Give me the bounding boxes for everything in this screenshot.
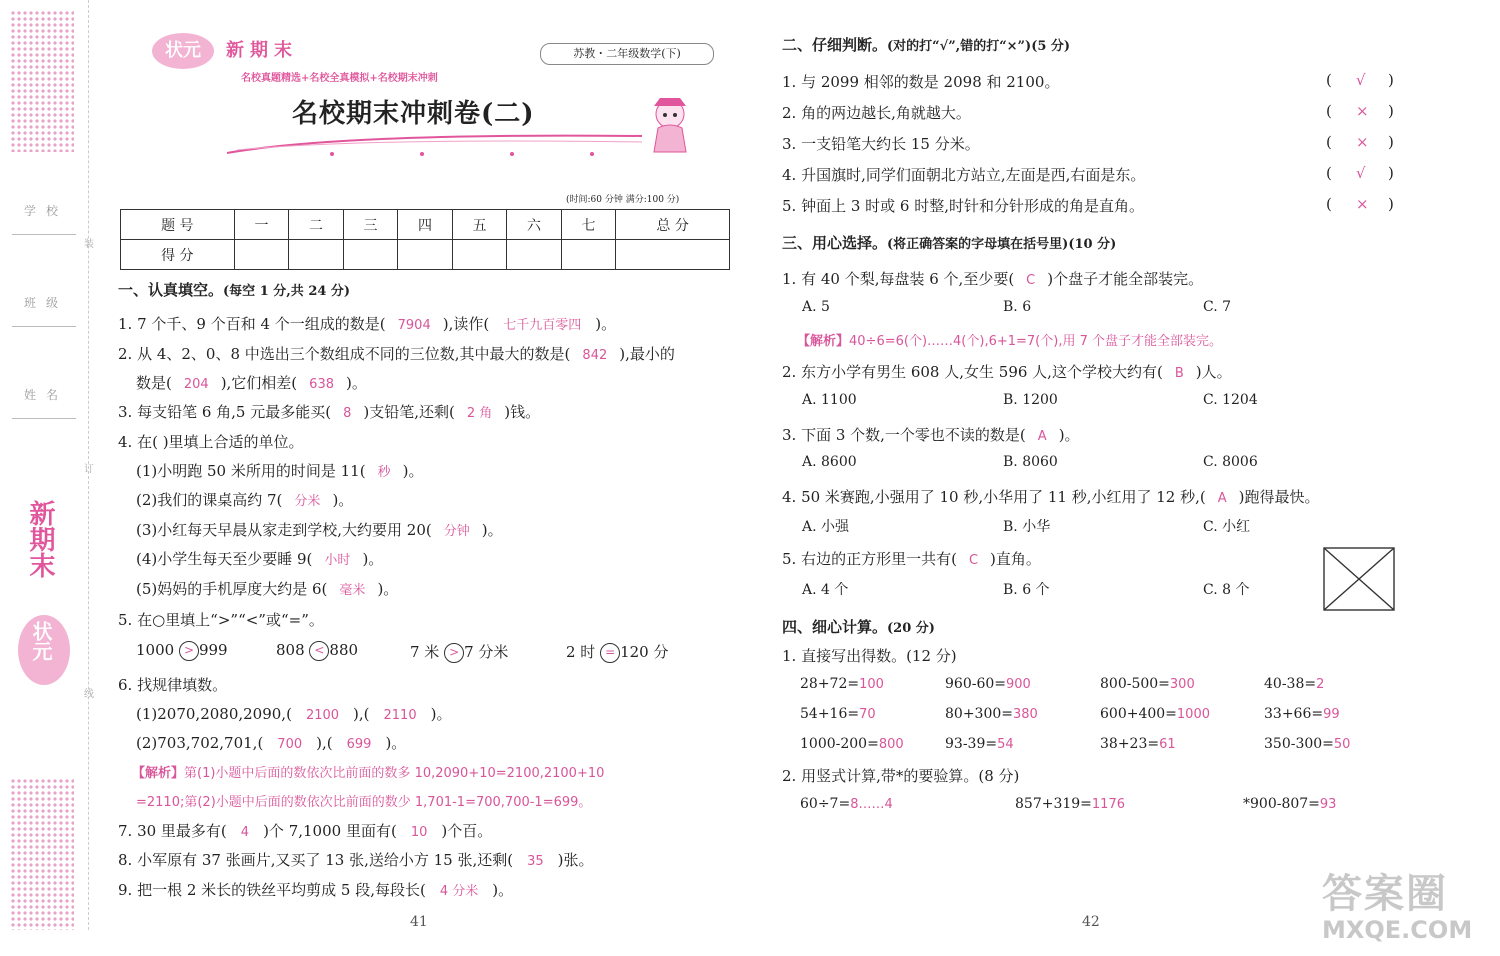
q-text: 8. 小军原有 37 张画片,又买了 13 张,送给小方 15 张,还剩( (118, 851, 514, 869)
q-text: ),读作( (442, 315, 490, 333)
expr: 33+66= (1264, 706, 1324, 722)
q-text: 2 时 (566, 643, 596, 661)
table-cell: 总 分 (616, 210, 730, 240)
score-input-cell[interactable] (289, 240, 344, 270)
choice-option: C. 7 (1203, 299, 1232, 315)
answer-circle: < (309, 641, 329, 661)
expr: 93-39= (945, 736, 998, 752)
expr: 60÷7= (800, 796, 851, 812)
q-text: )跑得最快。 (1238, 488, 1320, 506)
calc-item (1264, 706, 1340, 722)
score-input-cell[interactable] (234, 240, 289, 270)
section-3-heading (782, 232, 1116, 253)
expr: 80+300= (945, 706, 1013, 722)
q9-line (118, 879, 513, 900)
heading-text: 一、认真填空。 (118, 281, 224, 299)
heading-text: 四、细心计算。 (782, 618, 888, 636)
q-text: )。 (492, 881, 514, 899)
q-text: (1)2070,2080,2090,( (136, 705, 292, 723)
q4-stem: 4. 在( )里填上合适的单位。 (118, 433, 304, 451)
logo-badge (152, 33, 214, 69)
q-text: 7 分米 (464, 643, 509, 661)
answer: √ (1356, 164, 1366, 182)
calc-item (945, 706, 1038, 722)
judge-item: 4. 升国旗时,同学们面朝北方站立,左面是西,右面是东。 (782, 166, 1146, 184)
choice-option: B. 1200 (1003, 392, 1058, 408)
q-text: 7 米 (410, 643, 440, 661)
answer: 61 (1159, 737, 1176, 752)
answer: 699 (346, 737, 372, 752)
expr: 960-60= (945, 676, 1006, 692)
q-text: 3. 下面 3 个数,一个零也不读的数是( (782, 426, 1026, 444)
choice-option: A. 小强 (802, 519, 850, 535)
judge-answer: ( √ ) (1326, 164, 1394, 182)
judge-answer: ( × ) (1326, 133, 1394, 151)
q-text: )支铅笔,还剩( (363, 403, 455, 421)
answer: 小时 (324, 553, 351, 568)
q-text: )人。 (1195, 363, 1232, 381)
q-text: )。 (402, 462, 424, 480)
score-table (120, 209, 730, 270)
expr: 54+16= (800, 706, 860, 722)
choice-option: C. 1204 (1203, 392, 1258, 408)
q-text: 1. 有 40 个梨,每盘装 6 个,至少要( (782, 270, 1015, 288)
answer: 2110 (383, 708, 417, 723)
table-cell: 一 (234, 210, 289, 240)
analysis-tag: 【解析】 (797, 334, 850, 349)
vertical-calc-item (1243, 796, 1336, 812)
q2-line-1 (118, 343, 675, 364)
section-4-heading (782, 616, 935, 637)
q-text: )。 (430, 705, 452, 723)
answer-circle: > (179, 641, 199, 661)
answer: 2 角 (466, 406, 493, 421)
answer: 秒 (377, 465, 391, 480)
compare-item (566, 641, 669, 663)
expr: 600+400= (1100, 706, 1177, 722)
answer: 8……4 (850, 797, 893, 812)
name-field[interactable] (12, 382, 76, 419)
answer: C (1026, 273, 1036, 288)
answer: 638 (309, 377, 334, 392)
q-text: )钱。 (504, 403, 541, 421)
score-input-cell[interactable] (343, 240, 398, 270)
q-text: (2)703,702,701,( (136, 734, 264, 752)
answer: 2 (1316, 677, 1325, 692)
table-cell: 二 (289, 210, 344, 240)
analysis-text: 40÷6=6(个)……4(个),6+1=7(个),用 7 个盘子才能全部装完。 (849, 334, 1222, 349)
answer: 1176 (1091, 797, 1125, 812)
q-text: 4. 50 米赛跑,小强用了 10 秒,小华用了 11 秒,小红用了 12 秒,( (782, 488, 1206, 506)
q-text: (3)小红每天早晨从家走到学校,大约要用 20( (136, 521, 432, 539)
calc-item (1100, 736, 1176, 752)
answer: A (1217, 491, 1227, 506)
heading-text: 二、仔细判断。 (782, 36, 888, 54)
q-text: (5)妈妈的手机厚度大约是 6( (136, 580, 328, 598)
answer: 70 (859, 707, 876, 722)
answer: 7904 (397, 318, 431, 333)
analysis-text: 第(1)小题中后面的数依次比前面的数多 10,2090+10=2100,2100+10 (184, 766, 605, 781)
section-1-heading (118, 279, 350, 300)
answer: 分米 (294, 494, 321, 509)
answer: 毫米 (339, 583, 366, 598)
q-text: )。 (481, 521, 503, 539)
judge-item: 1. 与 2099 相邻的数是 2098 和 2100。 (782, 73, 1060, 91)
q4-item (136, 489, 353, 510)
square-diagonals-figure (1322, 546, 1396, 612)
q-text: 数是( (136, 374, 172, 392)
calc-item (1100, 706, 1210, 722)
q-text: 2. 从 4、2、0、8 中选出三个数组成不同的三位数,其中最大的数是( (118, 345, 571, 363)
choice-q5 (782, 548, 1041, 569)
expr: 28+72= (800, 676, 860, 692)
answer: 35 (527, 854, 544, 869)
q-text: (4)小学生每天至少要睡 9( (136, 550, 313, 568)
calc-item (945, 736, 1014, 752)
q-text: )张。 (557, 851, 594, 869)
q-text: ),它们相差( (220, 374, 298, 392)
q3-line (118, 401, 540, 422)
calc-item (945, 676, 1031, 692)
watermark-logo: 答案圈 (1322, 871, 1448, 917)
answer: C (968, 553, 979, 568)
decorative-dots-top (10, 10, 74, 152)
heading-note: (对的打“√”,错的打“×”)(5 分) (887, 39, 1071, 54)
calc-item (800, 736, 904, 752)
table-cell: 题 号 (121, 210, 235, 240)
score-input-cell[interactable] (507, 240, 562, 270)
answer: B (1174, 366, 1184, 381)
compare-item (410, 641, 508, 663)
answer: 54 (997, 737, 1014, 752)
calc-item (1264, 676, 1324, 692)
judge-answer: ( × ) (1326, 195, 1394, 213)
choice-option: A. 1100 (802, 392, 857, 408)
score-input-cell[interactable] (398, 240, 453, 270)
score-input-cell[interactable] (561, 240, 616, 270)
q-text: 1. 7 个千、9 个百和 4 个一组成的数是( (118, 315, 386, 333)
choice-option: B. 6 个 (1003, 582, 1050, 598)
calc-part-2-title: 2. 用竖式计算,带*的要验算。(8 分) (782, 767, 1020, 785)
q-text: 2. 东方小学有男生 608 人,女生 596 人,这个学校大约有( (782, 363, 1163, 381)
q6-line-1 (136, 703, 451, 724)
answer: 10 (410, 825, 428, 840)
class-label: 班级 (24, 296, 69, 310)
q-text: ),( (316, 734, 333, 752)
time-info: (时间:60 分钟 满分:100 分) (566, 195, 680, 205)
table-cell: 得 分 (121, 240, 235, 270)
q4-item (136, 519, 503, 540)
judge-item: 2. 角的两边越长,角就越大。 (782, 104, 971, 122)
q1-line (118, 313, 616, 334)
q-text: )。 (346, 374, 367, 392)
edition-badge: 苏教・二年级数学(下) (540, 43, 714, 65)
answer: 4 分米 (439, 884, 479, 899)
q-text: 7. 30 里最多有( (118, 822, 227, 840)
expr: 38+23= (1100, 736, 1160, 752)
q-text: 3. 每支铅笔 6 角,5 元最多能买( (118, 403, 332, 421)
answer: × (1356, 102, 1369, 120)
q-text: )个 7,1000 里面有( (263, 822, 397, 840)
watermark-url: MXQE.COM (1322, 916, 1473, 944)
expr: 857+319= (1015, 796, 1092, 812)
choice-q4 (782, 486, 1320, 507)
choice-q2 (782, 361, 1232, 382)
analysis-tag: 【解析】 (132, 766, 185, 781)
vertical-calc-item (800, 796, 893, 812)
q6-analysis-1 (132, 762, 604, 781)
judge-answer: ( × ) (1326, 102, 1394, 120)
expr: *900-807= (1243, 796, 1320, 812)
q7-line (118, 820, 492, 841)
choice-q1 (782, 268, 1203, 289)
q-text: ),( (353, 705, 370, 723)
score-input-cell[interactable] (452, 240, 507, 270)
answer: × (1356, 195, 1369, 213)
q-text: (1)小明跑 50 米所用的时间是 11( (136, 462, 366, 480)
answer: √ (1356, 71, 1366, 89)
q6-stem: 6. 找规律填数。 (118, 676, 228, 694)
expr: 1000-200= (800, 736, 879, 752)
choice-option: B. 6 (1003, 299, 1032, 315)
choice-option: C. 8 个 (1203, 582, 1250, 598)
exam-title: 名校期末冲刺卷(二) (292, 99, 535, 129)
score-table-score-row (121, 240, 730, 270)
q-text: )。 (362, 550, 384, 568)
q-text: 880 (329, 641, 359, 659)
answer: × (1356, 133, 1369, 151)
q4-item (136, 578, 398, 599)
answer: 99 (1323, 707, 1340, 722)
vertical-logo-text: 状元 (29, 621, 53, 661)
table-cell: 四 (398, 210, 453, 240)
q-text: 120 分 (620, 643, 669, 661)
q8-line (118, 849, 594, 870)
answer: 七千九百零四 (503, 318, 582, 333)
q-text: 5. 右边的正方形里一共有( (782, 550, 957, 568)
q-text: )直角。 (990, 550, 1041, 568)
choice-option: B. 小华 (1003, 519, 1051, 535)
school-field[interactable] (12, 198, 76, 235)
q-text: )。 (377, 580, 399, 598)
calc-item (800, 706, 876, 722)
choice-option: B. 8060 (1003, 454, 1058, 470)
heading-note: (将正确答案的字母填在括号里)(10 分) (887, 237, 1117, 252)
answer: 分钟 (443, 524, 470, 539)
table-cell: 七 (561, 210, 616, 240)
choice-option: A. 4 个 (802, 582, 849, 598)
choice-option: C. 小红 (1203, 519, 1251, 535)
q-text: 1000 (136, 641, 175, 659)
score-input-cell[interactable] (616, 240, 730, 270)
answer: 900 (1006, 677, 1031, 692)
q5-stem: 5. 在○里填上“>”“<”或“=”。 (118, 611, 324, 629)
q-text: )。 (332, 491, 354, 509)
answer: 50 (1333, 737, 1351, 752)
answer: 380 (1013, 707, 1038, 722)
q2-line-2 (136, 372, 367, 393)
vertical-calc-item (1015, 796, 1125, 812)
q-text: )。 (595, 315, 617, 333)
binding-mark-1: 装 (84, 239, 94, 250)
calc-item (800, 676, 884, 692)
name-label: 姓名 (24, 388, 69, 402)
q-text: )个盘子才能全部装完。 (1047, 270, 1204, 288)
binding-mark-2: 订 (84, 464, 94, 475)
section-2-heading (782, 34, 1070, 55)
heading-note: (每空 1 分,共 24 分) (223, 284, 351, 299)
calc-item (1100, 676, 1195, 692)
answer: 8 (343, 406, 352, 421)
page-number-left: 41 (410, 914, 428, 930)
answer: A (1037, 429, 1047, 444)
vertical-brand: 新期末 (25, 500, 55, 578)
title-underline-decoration (222, 128, 652, 158)
q-text: (2)我们的课桌高约 7( (136, 491, 283, 509)
expr: 40-38= (1264, 676, 1317, 692)
choice-q3 (782, 424, 1080, 445)
answer: 1000 (1176, 707, 1210, 722)
heading-text: 三、用心选择。 (782, 234, 888, 252)
calc-item (1264, 736, 1350, 752)
answer-circle: > (444, 643, 464, 663)
q4-item (136, 460, 423, 481)
compare-item (276, 641, 358, 661)
compare-item (136, 641, 228, 661)
answer-circle: = (600, 643, 620, 663)
heading-note: (20 分) (887, 621, 935, 636)
school-label: 学校 (24, 204, 69, 218)
q-text: 808 (276, 641, 305, 659)
decorative-dots-bottom (10, 778, 74, 930)
q-text: )。 (385, 734, 407, 752)
judge-answer: ( √ ) (1326, 71, 1394, 89)
choice-option: C. 8006 (1203, 454, 1258, 470)
choice-option: A. 5 (802, 299, 830, 315)
judge-item: 5. 钟面上 3 时或 6 时整,时针和分针形成的角是直角。 (782, 197, 1145, 215)
brand-name: 新期末 (226, 40, 298, 61)
judge-item: 3. 一支铅笔大约长 15 分米。 (782, 135, 980, 153)
binding-mark-3: 线 (84, 689, 94, 700)
answer: 300 (1169, 677, 1195, 692)
q-text: 9. 把一根 2 米长的铁丝平均剪成 5 段,每段长( (118, 881, 426, 899)
answer: 204 (183, 377, 209, 392)
answer: 93 (1319, 797, 1337, 812)
answer: 800 (878, 737, 904, 752)
vertical-logo-badge (18, 615, 70, 685)
expr: 350-300= (1264, 736, 1334, 752)
q-text: ),最小的 (619, 345, 675, 363)
brand-tagline: 名校真题精选+名校全真模拟+名校期末冲刺 (241, 73, 438, 84)
table-cell: 三 (343, 210, 398, 240)
table-cell: 五 (452, 210, 507, 240)
q6-line-2 (136, 732, 406, 753)
choice-option: A. 8600 (802, 454, 857, 470)
answer: 100 (859, 677, 884, 692)
class-field[interactable] (12, 290, 76, 327)
choice-q1-analysis (797, 330, 1222, 349)
expr: 800-500= (1100, 676, 1170, 692)
q4-item (136, 548, 383, 569)
q-text: )。 (1058, 426, 1080, 444)
answer: 842 (582, 348, 608, 363)
table-cell: 六 (507, 210, 562, 240)
score-table-header-row (121, 210, 730, 240)
answer: 700 (277, 737, 303, 752)
answer: 4 (240, 825, 250, 840)
q6-analysis-2: =2110;第(2)小题中后面的数依次比前面的数少 1,701-1=700,700-1=699。 (136, 795, 592, 810)
logo-text: 状元 (165, 40, 201, 61)
calc-part-1-title: 1. 直接写出得数。(12 分) (782, 647, 957, 665)
answer: 2100 (305, 708, 340, 723)
page-number-right: 42 (1082, 914, 1100, 930)
q-text: )个百。 (441, 822, 493, 840)
q-text: 999 (198, 641, 228, 659)
mascot-icon (640, 92, 704, 160)
